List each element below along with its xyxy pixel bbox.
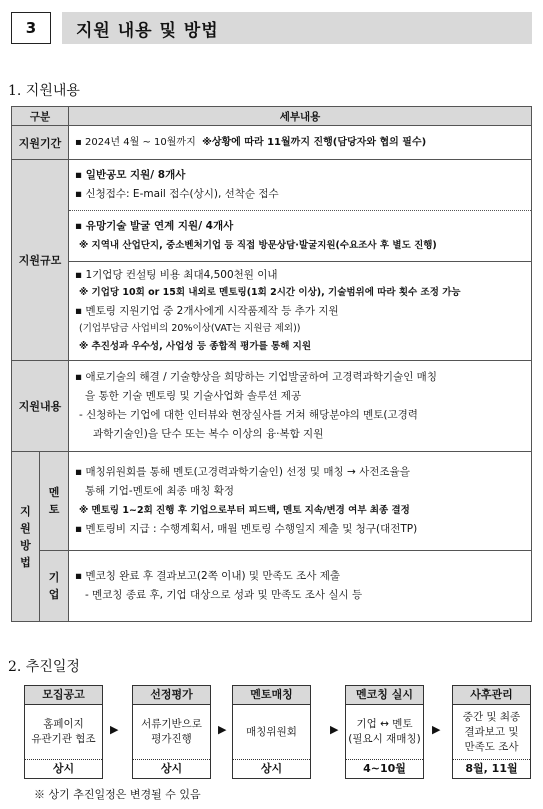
company-label-char: 업 <box>48 588 60 601</box>
period-text: 2024년 4월 ~ 10월까지 <box>84 137 196 148</box>
period-label: 지원기간 <box>12 126 69 160</box>
stage-body-line: 만족도 조사 <box>464 740 519 753</box>
mentor-line2: 통해 기업-멘토에 최종 매칭 확정 <box>85 485 235 497</box>
stage-time: 4~10월 <box>363 762 406 775</box>
content-line4: 과학기술인)을 단수 또는 복수 이상의 융·복합 지원 <box>93 428 324 440</box>
method-label-char: 지 <box>20 504 31 518</box>
header-category: 구분 <box>12 107 69 126</box>
period-row <box>12 126 532 160</box>
scale-promising-cell: ▪ 유망기술 발굴 연계 지원/ 4개사 ※ 지역내 산업단지, 중소벤처기업 등 직접 방문상담·발굴지원(수요조사 후 별도 진행) <box>69 211 532 262</box>
stage-body <box>233 705 310 760</box>
stage-body-line: (필요시 재매칭) <box>348 733 421 745</box>
content-label: 지원내용 <box>12 361 69 452</box>
stage-body-line: 홈페이지 <box>43 718 84 730</box>
period-note: ※상황에 따라 11월까지 진행(담당자와 협의 필수) <box>202 137 427 148</box>
arrow-icon: ▶ <box>432 723 441 736</box>
header-detail: 세부내용 <box>69 107 532 126</box>
table-header-row <box>12 107 532 126</box>
method-row-mentor <box>12 452 532 551</box>
stage-recruit <box>24 685 103 779</box>
stage-body <box>346 705 423 760</box>
stage-body-line: 매칭위원회 <box>246 725 297 738</box>
stage-time: 상시 <box>160 762 183 775</box>
stage-title: 멘코칭 실시 <box>346 686 423 705</box>
stage-body <box>453 705 530 760</box>
method-label-char: 원 <box>20 521 31 535</box>
stage-matching <box>232 685 311 779</box>
stage-title: 사후관리 <box>453 686 530 705</box>
content-row <box>12 361 532 452</box>
stage-body-line: 중간 및 최종 <box>462 710 521 723</box>
scale-row-promising <box>12 211 532 262</box>
arrow-icon: ▶ <box>110 723 119 736</box>
company-label-char: 기 <box>48 571 60 584</box>
support-heading: 1. 지원내용 <box>8 83 80 99</box>
scale-row-cost <box>12 262 532 361</box>
schedule-heading: 2. 추진일정 <box>8 659 80 675</box>
cost-note1: ※ 기업당 10회 or 15회 내외로 멘토링(1회 2시간 이상), 기술범위에 따라 횟수 조정 가능 <box>79 287 461 298</box>
stage-title: 선정평가 <box>133 686 210 705</box>
company-label <box>40 551 69 622</box>
method-label-char: 방 <box>20 538 31 552</box>
general-title: 일반공모 지원/ 8개사 <box>85 169 186 181</box>
method-row-company <box>12 551 532 622</box>
stage-coaching <box>345 685 424 779</box>
stage-body <box>133 705 210 760</box>
cost-line3: (기업부담금 사업비의 20%이상(VAT는 지원금 제외)) <box>79 323 301 334</box>
mentor-label-char: 토 <box>48 503 60 516</box>
cost-note2: ※ 추진성과 우수성, 사업성 등 종합적 평가를 통해 지원 <box>79 341 312 352</box>
arrow-icon: ▶ <box>330 723 339 736</box>
stage-body-line: 결과보고 및 <box>464 725 519 738</box>
stage-body-line: 서류기반으로 <box>141 718 202 730</box>
mentor-line1: 매칭위원회를 통해 멘토(고경력과학기술인) 선정 및 매칭 → 사전조율을 <box>85 466 410 478</box>
content-line2: 을 통한 기술 멘토링 및 기술사업화 솔루션 제공 <box>85 390 302 402</box>
promising-note: ※ 지역내 산업단지, 중소벤처기업 등 직접 방문상담·발굴지원(수요조사 후 별도 진행) <box>79 240 437 251</box>
section-number: 3 <box>11 12 51 44</box>
promising-title: 유망기술 발굴 연계 지원/ 4개사 <box>85 220 234 232</box>
mentor-label <box>40 452 69 551</box>
mentor-cell: ▪ 매칭위원회를 통해 멘토(고경력과학기술인) 선정 및 매칭 → 사전조율을 통해 기업-멘토에 최종 매칭 확정 ※ 멘토링 1~2회 진행 후 기업으로부터 피드백, 멘토 지속/변경 여부 최종 결정 ▪ 멘토링비 지급 : 수행계획서, 매월 멘토링 수행일지 제출 및 청구(대전TP) <box>69 452 532 551</box>
stage-followup <box>452 685 531 779</box>
company-cell: ▪ 멘코칭 완료 후 결과보고(2쪽 이내) 및 만족도 조사 제출 - 멘코칭 종료 후, 기업 대상으로 성과 및 만족도 조사 실시 등 <box>69 551 532 622</box>
stage-time: 상시 <box>52 762 75 775</box>
scale-label: 지원규모 <box>12 160 69 361</box>
stage-body <box>25 705 102 760</box>
company-line2: - 멘코칭 종료 후, 기업 대상으로 성과 및 만족도 조사 실시 등 <box>85 589 363 601</box>
scale-cost-cell: ▪ 1기업당 컨설팅 비용 최대4,500천원 이내 ※ 기업당 10회 or 15회 내외로 멘토링(1회 2시간 이상), 기술범위에 따라 횟수 조정 가능 ▪ 멘토링 지원기업 중 2개사에게 시작품제작 등 추가 지원 (기업부담금 사업비의 20%이상(VAT는 지원금 제외)) ※ 추진성과 우수성, 사업성 등 종합적 평가를 통해 지원 <box>69 262 532 361</box>
stage-body-line: 기업 ↔ 멘토 <box>356 718 413 730</box>
stage-time: 상시 <box>260 762 283 775</box>
stage-body-line: 유관기관 협조 <box>31 733 96 745</box>
mentor-note: ※ 멘토링 1~2회 진행 후 기업으로부터 피드백, 멘토 지속/변경 여부 최종 결정 <box>79 505 410 516</box>
section-title: 지원 내용 및 방법 <box>62 12 532 44</box>
content-cell: ▪ 애로기술의 해결 / 기술향상을 희망하는 기업발굴하여 고경력과학기술인 매칭 을 통한 기술 멘토링 및 기술사업화 솔루션 제공 - 신청하는 기업에 대한 인터뷰와 현장실사를 거쳐 해당분야의 멘토(고경력 과학기술인)을 단수 또는 복수 이상의 융·복합 지원 <box>69 361 532 452</box>
method-label <box>12 452 40 622</box>
mentor-line3: 멘토링비 지급 : 수행계획서, 매월 멘토링 수행일지 제출 및 청구(대전TP) <box>85 523 418 535</box>
stage-title: 멘토매칭 <box>233 686 310 705</box>
stage-title: 모집공고 <box>25 686 102 705</box>
cost-line2: 멘토링 지원기업 중 2개사에게 시작품제작 등 추가 지원 <box>85 305 339 317</box>
scale-row-general <box>12 160 532 211</box>
general-detail: 신청접수: E-mail 접수(상시), 선착순 접수 <box>85 188 279 200</box>
mentor-label-char: 멘 <box>48 486 60 499</box>
cost-line1: 1기업당 컨설팅 비용 최대4,500천원 이내 <box>85 269 278 281</box>
stage-body-line: 평가진행 <box>151 733 192 745</box>
period-cell: ▪ 2024년 4월 ~ 10월까지 ※상황에 따라 11월까지 진행(담당자와 협의 필수) <box>69 126 532 160</box>
arrow-icon: ▶ <box>218 723 227 736</box>
company-line1: 멘코칭 완료 후 결과보고(2쪽 이내) 및 만족도 조사 제출 <box>85 570 341 582</box>
schedule-note: ※ 상기 추진일정은 변경될 수 있음 <box>34 788 201 801</box>
method-label-char: 법 <box>20 555 31 569</box>
scale-general-cell: ▪ 일반공모 지원/ 8개사 ▪ 신청접수: E-mail 접수(상시), 선착순 접수 <box>69 160 532 211</box>
content-line3: - 신청하는 기업에 대한 인터뷰와 현장실사를 거쳐 해당분야의 멘토(고경력 <box>79 409 418 421</box>
stage-evaluation <box>132 685 211 779</box>
stage-time: 8월, 11월 <box>465 762 518 775</box>
content-line1: 애로기술의 해결 / 기술향상을 희망하는 기업발굴하여 고경력과학기술인 매칭 <box>85 371 437 383</box>
support-table <box>11 106 532 622</box>
